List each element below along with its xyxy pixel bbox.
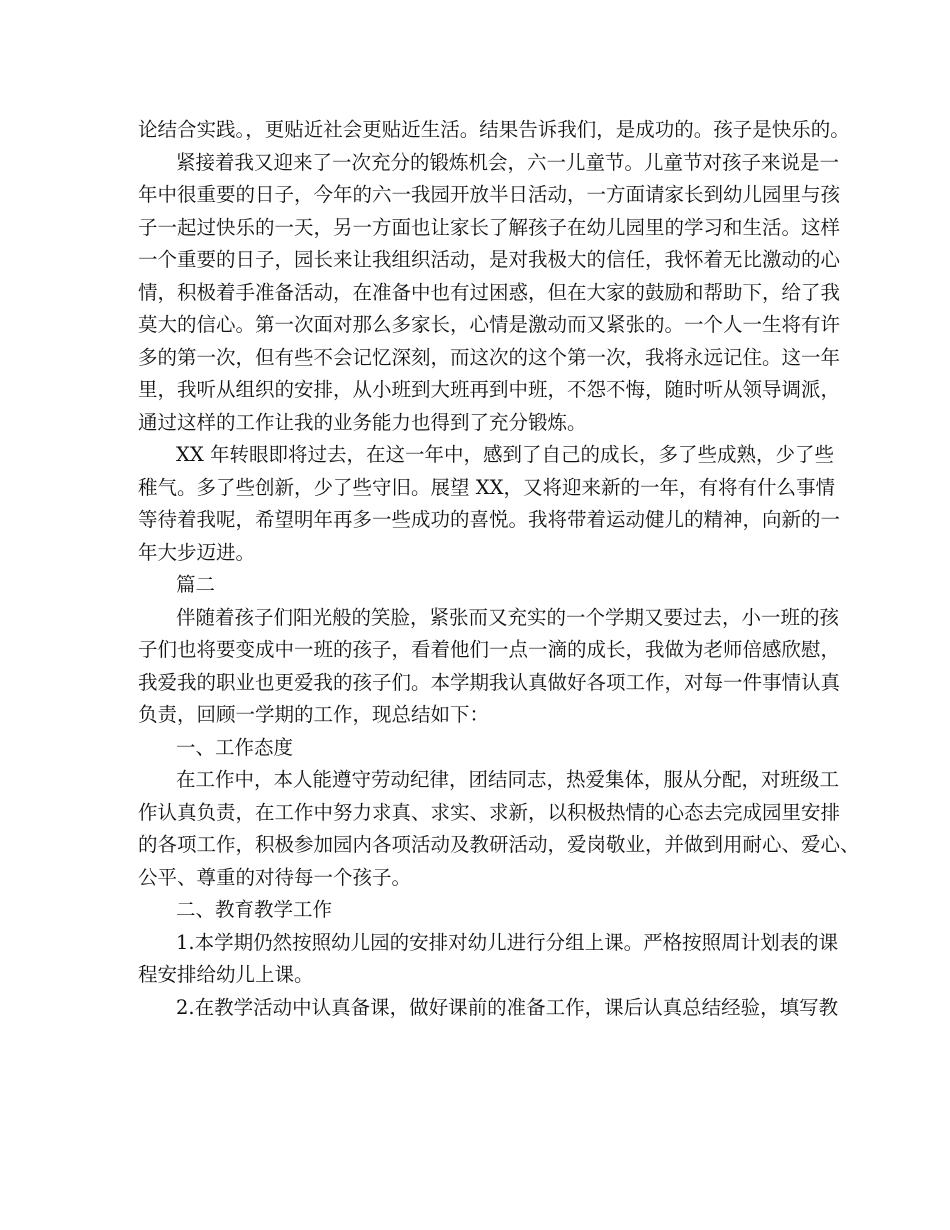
text-line: 二、教育教学工作	[176, 898, 333, 921]
text-line: 等待着我呢，希望明年再多一些成功的喜悦。我将带着运动健儿的精神，向新的一	[138, 508, 841, 531]
text-line: 负责，回顾一学期的工作，现总结如下：	[138, 703, 490, 726]
text-line: 的各项工作，积极参加园内各项活动及教研活动，爱岗敬业，并做到用耐心、爱心、	[138, 833, 860, 856]
text-line: 紧接着我又迎来了一次充分的锻炼机会，六一儿童节。儿童节对孩子来说是一	[176, 150, 840, 174]
text-line: 1.本学期仍然按照幼儿园的安排对幼儿进行分组上课。严格按照周计划表的课	[176, 930, 839, 954]
text-line: 公平、尊重的对待每一个孩子。	[138, 865, 412, 889]
text-line: 通过这样的工作让我的业务能力也得到了充分锻炼。	[138, 410, 587, 434]
text-line: 子一起过快乐的一天，另一方面也让家长了解孩子在幼儿园里的学习和生活。这样	[138, 215, 841, 239]
text-line: 莫大的信心。第一次面对那么多家长，心情是激动而又紧张的。一个人一生将有许	[138, 313, 841, 336]
text-line: XX 年转眼即将过去，在这一年中，感到了自己的成长，多了些成熟，少了些	[176, 443, 834, 466]
text-line: 一个重要的日子，园长来让我组织活动，是对我极大的信任，我怀着无比激动的心	[138, 248, 841, 271]
text-line: 里，我听从组织的安排，从小班到大班再到中班，不怨不悔，随时听从领导调派，	[138, 378, 841, 401]
text-line: 情，积极着手准备活动，在准备中也有过困惑，但在大家的鼓励和帮助下，给了我	[138, 280, 841, 304]
text-line: 在工作中，本人能遵守劳动纪律，团结同志，热爱集体，服从分配，对班级工	[176, 768, 840, 791]
text-line: 子们也将要变成中一班的孩子，看着他们一点一滴的成长，我做为老师倍感欣慰，	[138, 638, 841, 661]
text-line: 作认真负责，在工作中努力求真、求实、求新，以积极热情的心态去完成园里安排	[138, 800, 841, 824]
text-line: 稚气。多了些创新，少了些守旧。展望 XX，又将迎来新的一年，有将有什么事情	[138, 475, 835, 499]
text-line: 2.在教学活动中认真备课，做好课前的准备工作，课后认真总结经验，填写教	[176, 995, 839, 1019]
text-line: 我爱我的职业也更爱我的孩子们。本学期我认真做好各项工作，对每一件事情认真	[138, 670, 841, 694]
text-line: 篇二	[176, 573, 216, 596]
text-line: 论结合实践。，更贴近社会更贴近生活。结果告诉我们，是成功的。孩子是快乐的。	[138, 118, 850, 141]
text-line: 一、工作态度	[176, 735, 294, 759]
text-line: 年大步迈进。	[138, 540, 256, 564]
text-line: 程安排给幼儿上课。	[138, 963, 314, 986]
text-line: 多的第一次，但有些不会记忆深刻，而这次的这个第一次，我将永远记住。这一年	[138, 345, 841, 369]
text-line: 年中很重要的日子，今年的六一我园开放半日活动，一方面请家长到幼儿园里与孩	[138, 183, 841, 206]
document-body	[138, 114, 860, 1024]
text-line: 伴随着孩子们阳光般的笑脸，紧张而又充实的一个学期又要过去，小一班的孩	[176, 605, 840, 629]
